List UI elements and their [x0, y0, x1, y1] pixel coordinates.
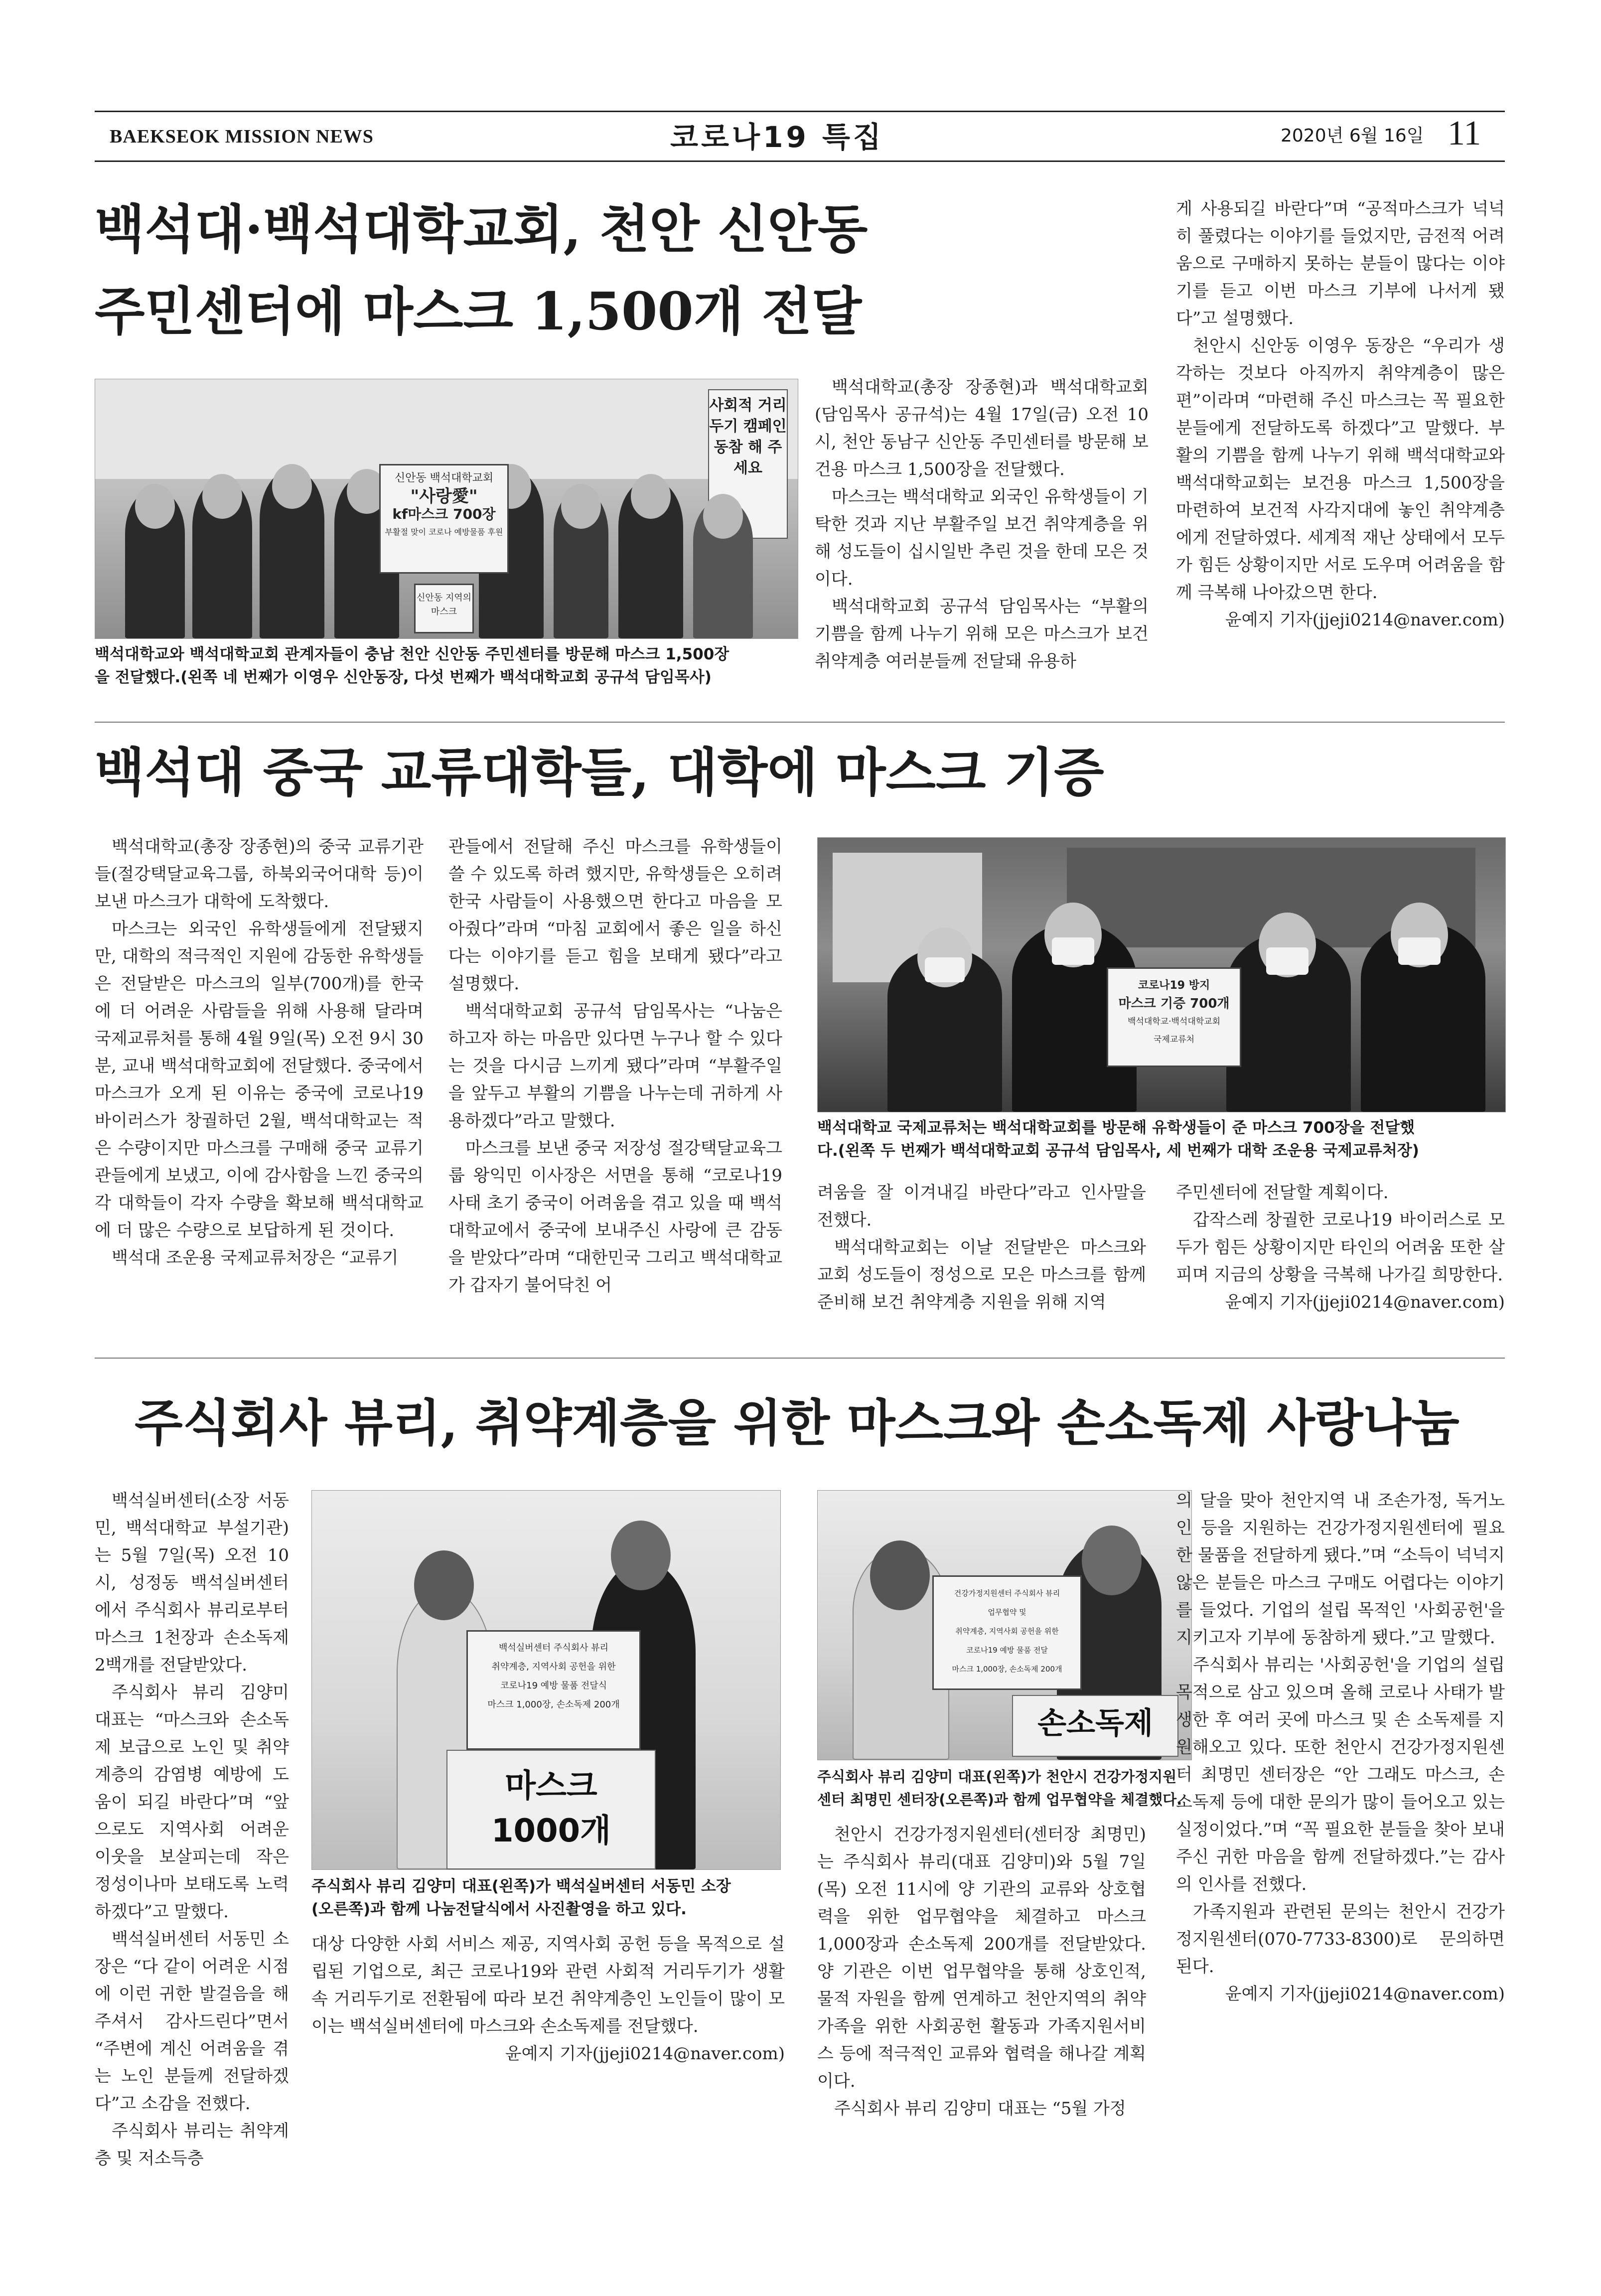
paper-name: BAEKSEOK MISSION NEWS: [110, 126, 374, 147]
article-2-para: 백석대학교(총장 장종현)의 중국 교류기관들(절강택달교육그룹, 하북외국어대학 등)이 보낸 마스크가 대학에 도착했다.: [95, 837, 424, 912]
donation-sign-line-3: 백석대학교·백석대학교회: [1127, 1017, 1221, 1027]
article-2-column-2: [448, 833, 782, 1299]
article-3-caption-1: [311, 1875, 790, 1921]
article-3-column-2: [311, 1931, 785, 2068]
article-1-caption: [95, 643, 802, 689]
article-3-para: 의 달을 맞아 천안지역 내 조손가정, 독거노인 등을 지원하는 건강가정지원센터에 필요한 물품을 전달하게 됐다.”며 “소득이 넉넉지 않은 분들은 마스크 구매도 어렵다는 이야기를 들었다. 기업의 설립 목적인 '사회공헌'을 지키고자 기부에 동참하게 됐다.”고 말했다.: [1176, 1491, 1505, 1648]
article-3-caption-2-line-2: 센터 최명민 센터장(오른쪽)과 함께 업무협약을 체결했다.: [817, 1791, 1182, 1808]
article-3-photo-1: [311, 1490, 781, 1870]
article-3-byline-2: 윤예지 기자(jjeji0214@naver.com): [1225, 1984, 1505, 2004]
person-3-head: [272, 464, 312, 509]
doc-line-4: 마스크 1,000장, 손소독제 200개: [487, 1699, 620, 1710]
doc-line-3: 취약계층, 지역사회 공헌을 위한: [955, 1627, 1059, 1636]
donation-sign: [1107, 967, 1241, 1067]
article-3-para: 천안시 건강가정지원센터(센터장 최명민)는 주식회사 뷰리(대표 김양미)와 5월 7일(목) 오전 11시에 양 기관의 교류와 상호협력을 위한 업무협약을 체결하고 마스크 1,000장과 손소독제 200개를 전달받았다. 양 기관은 이번 업무협약을 통해 상호인적, 물적 자원을 함께 연계하고 천안지역의 취약가족을 위한 사회공헌 활동과 가족지원서비스 등에 적극적인 교류와 협력을 해나갈 계획이다.: [817, 1825, 1146, 2091]
header-bottom-rule: [95, 160, 1505, 162]
person-1-head: [135, 484, 175, 529]
article-1-photo: [95, 379, 798, 639]
agreement-document: [932, 1575, 1082, 1690]
article-3-caption-2-line-1: 주식회사 뷰리 김양미 대표(왼쪽)가 천안시 건강가정지원: [817, 1768, 1177, 1785]
article-2-caption-line-2: 다.(왼쪽 두 번째가 백석대학교회 공규석 담임목사, 세 번째가 대학 조운용 국제교류처장): [817, 1142, 1419, 1160]
article-3-column-4: [1176, 1487, 1505, 2008]
donation-sign: [379, 464, 509, 574]
article-1-headline-line-1: 백석대·백석대학교회, 천안 신안동: [95, 198, 868, 260]
person-1-mask: [925, 957, 965, 982]
article-2-para: 백석대 조운용 국제교류처장은 “교류기: [112, 1248, 399, 1268]
doc-line-4: 코로나19 예방 물품 전달: [966, 1646, 1048, 1655]
person-2-mask: [1052, 937, 1094, 965]
article-2-column-3: [817, 1179, 1146, 1316]
article-1-headline-line-2: 주민센터에 마스크 1,500개 전달: [95, 281, 862, 342]
donation-sign-line-1: 신안동 백석대학교회: [394, 472, 494, 484]
person-7-head: [631, 474, 671, 519]
article-3-photo-2: [817, 1490, 1192, 1760]
article-1-para: 천안시 신안동 이영우 동장은 “우리가 생각하는 것보다 아직까지 취약계층이 많은 편”이라며 “마련해 주신 마스크는 꼭 필요한 분들에게 전달하도록 하겠다”고 말했다. 부활의 기쁨을 함께 나누기 위해 백석대학교와 백석대학교회는 보건용 마스크 1,500장을 마련하여 보건적 사각지대에 놓인 취약계층에게 전달하였다. 세계적 재난 상태에서 모두가 힘든 상황이지만 서로 도우며 어려움을 함께 극복해 나아갔으면 한다.: [1176, 336, 1505, 603]
article-2-para: 마스크는 외국인 유학생들에게 전달됐지만, 대학의 적극적인 지원에 감동한 유학생들은 전달받은 마스크의 일부(700개)를 한국에 더 어려운 사람들을 위해 사용해 달라며 국제교류처를 통해 4월 9일(목) 오전 9시 30분, 교내 백석대학교회에 전달했다. 중국에서 마스크가 오게 된 이유는 중국에 코로나19 바이러스가 창궐하던 2월, 백석대학교는 적은 수량이지만 마스크를 구매해 중국 교류기관들에게 보냈고, 이에 감사함을 느낀 중국의 각 대학들이 각자 수량을 확보해 백석대학교에 더 많은 수량으로 보답하게 된 것이다.: [95, 919, 424, 1240]
article-1-byline: 윤예지 기자(jjeji0214@naver.com): [1225, 610, 1505, 630]
campaign-banner: 사회적 거리두기 캠페인 동참 해 주세요: [708, 389, 788, 539]
person-2-head: [202, 474, 242, 519]
agreement-document: [466, 1630, 641, 1750]
article-3-caption-2: [817, 1765, 1216, 1811]
article-2-headline: 백석대 중국 교류대학들, 대학에 마스크 기증: [95, 742, 1104, 803]
section-title: 코로나19 특집: [670, 120, 884, 154]
donation-sign-line-1: 코로나19 방지: [1138, 979, 1210, 992]
doc-line-1: 백석실버센터 주식회사 뷰리: [498, 1643, 609, 1653]
person-8-head: [703, 494, 743, 539]
article-2-para: 주민센터에 전달할 계획이다.: [1176, 1183, 1389, 1203]
donation-sign-line-2: 마스크 기증 700개: [1118, 996, 1230, 1011]
article-3-para: 대상 다양한 사회 서비스 제공, 지역사회 공헌 등을 목적으로 설립된 기업으로, 최근 코로나19와 관련 사회적 거리두기가 생활 속 거리두기로 전환됨에 따라 보건 취약계층인 노인들이 많이 모이는 백석실버센터에 마스크와 손소독제를 전달했다.: [311, 1934, 785, 2036]
person-3-mask: [1266, 947, 1309, 975]
article-1-caption-line-1: 백석대학교와 백석대학교회 관계자들이 충남 천안 신안동 주민센터를 방문해 마스크 1,500장: [95, 645, 729, 663]
article-2-caption-line-1: 백석대학교 국제교류처는 백석대학교회를 방문해 유학생들이 준 마스크 700장을 전달했: [817, 1119, 1415, 1137]
article-1-para: 마스크는 백석대학교 외국인 유학생들이 기탁한 것과 지난 부활주일 보건 취약계층을 위해 성도들이 십시일반 추린 것을 한데 모은 것이다.: [815, 487, 1149, 589]
article-3-column-1: [95, 1487, 289, 2172]
doc-line-5: 마스크 1,000장, 손소독제 200개: [952, 1665, 1062, 1674]
doc-line-3: 코로나19 예방 물품 전달식: [500, 1681, 607, 1691]
doc-line-2: 취약계층, 지역사회 공헌을 위한: [491, 1662, 616, 1672]
mask-box: [446, 1750, 656, 1869]
article-3-para: 주식회사 뷰리 김양미 대표는 “마스크와 손소독제 보급으로 노인 및 취약계층의 감염병 예방에 도움이 되길 바란다”며 “앞으로도 지역사회 어려운 이웃을 보살피는데 작은 정성이나마 보태도록 노력하겠다”고 말했다.: [95, 1683, 289, 1922]
article-3-para: 백석실버센터 서동민 소장은 “다 같이 어려운 시점에 이런 귀한 발걸음을 해주셔서 감사드린다”면서 “주변에 계신 어려움을 겪는 노인 분들께 전달하겠다”고 소감을 전했다.: [95, 1929, 289, 2114]
donation-sign-line-3: kf마스크 700장: [392, 506, 496, 522]
article-2-para: 려움을 잘 이겨내길 바란다”라고 인사말을 전했다.: [817, 1183, 1146, 1230]
article-2-para: 마스크를 보낸 중국 저장성 절강택달교육그룹 왕익민 이사장은 서면을 통해 “코로나19 사태 초기 중국이 어려움을 겪고 있을 때 백석대학교에서 중국에 보내주신 사랑에 큰 감동을 받았다”라며 “대한민국 그리고 백석대학교가 갑자기 불어닥친 어: [448, 1138, 782, 1295]
article-3-para: 가족지원과 관련된 문의는 천안시 건강가정지원센터(070-7733-8300)로 문의하면 된다.: [1176, 1902, 1505, 1977]
article-3-caption-1-line-2: (오른쪽)과 함께 나눔전달식에서 사진촬영을 하고 있다.: [311, 1900, 687, 1918]
article-3-para: 백석실버센터(소장 서동민, 백석대학교 부설기관)는 5월 7일(목) 오전 10시, 성정동 백석실버센터에서 주식회사 뷰리로부터 마스크 1천장과 손소독제 2백개를 전달받았다.: [95, 1491, 289, 1675]
article-1-column-1: [815, 374, 1149, 675]
article-1-caption-line-2: 을 전달했다.(왼쪽 네 번째가 이영우 신안동장, 다섯 번째가 백석대학교회 공규석 담임목사): [95, 668, 712, 686]
article-3-caption-1-line-1: 주식회사 뷰리 김양미 대표(왼쪽)가 백석실버센터 서동민 소장: [311, 1877, 731, 1895]
sanitizer-sign: 손소독제: [1012, 1695, 1178, 1757]
mask-box-line-2: 1000개: [491, 1813, 611, 1849]
mask-box-line-1: 마스크: [505, 1768, 597, 1805]
article-3-para: 주식회사 뷰리는 취약계층 및 저소득층: [95, 2121, 289, 2168]
article-separator-2: [95, 1358, 1505, 1359]
mask-box-sign: 신안동 지역의 마스크: [414, 584, 474, 633]
article-3-headline: 주식회사 뷰리, 취약계층을 위한 마스크와 손소독제 사랑나눔: [135, 1393, 1459, 1452]
donation-sign-line-2: "사랑愛": [410, 486, 478, 506]
article-2-para: 관들에서 전달해 주신 마스크를 유학생들이 쓸 수 있도록 하려 했지만, 유학생들은 오히려 한국 사람들이 사용했으면 한다고 마음을 모아줬다”라며 “마침 교회에서 좋은 일을 하신다는 이야기를 듣고 힘을 보태게 됐다”라고 설명했다.: [448, 837, 782, 994]
person-4-mask: [1398, 937, 1441, 965]
article-separator-1: [95, 722, 1505, 723]
article-2-caption: [817, 1116, 1515, 1162]
article-1-para: 게 사용되길 바란다”며 “공적마스크가 넉넉히 풀렸다는 이야기를 들었지만, 금전적 어려움으로 구매하지 못하는 분들이 많다는 이야기를 듣고 이번 마스크 기부에 나서게 됐다”고 설명했다.: [1176, 199, 1505, 328]
article-2-column-1: [95, 833, 424, 1272]
article-2-para: 갑작스레 창궐한 코로나19 바이러스로 모두가 힘든 상황이지만 타인의 어려움 또한 살피며 지금의 상황을 극복해 나가길 희망한다.: [1176, 1210, 1505, 1285]
article-3-para: 주식회사 뷰리 김양미 대표는 “5월 가정: [834, 2099, 1126, 2119]
person-left-head: [414, 1550, 474, 1620]
person-right-head: [611, 1521, 671, 1590]
article-3-column-3: [817, 1821, 1146, 2123]
article-2-para: 백석대학교회는 이날 전달받은 마스크와 교회 성도들이 정성으로 모은 마스크를 함께 준비해 보건 취약계층 지원을 위해 지역: [817, 1237, 1146, 1312]
person-left-head: [870, 1540, 930, 1610]
person-6-head: [561, 484, 601, 529]
donation-sign-line-4: 부활절 맞이 코로나 예방물품 후원: [385, 527, 503, 537]
person-right-head: [1082, 1526, 1142, 1595]
article-3-byline-1: 윤예지 기자(jjeji0214@naver.com): [505, 2044, 785, 2064]
article-2-photo: [817, 837, 1506, 1112]
article-2-column-4: [1176, 1179, 1505, 1316]
doc-line-2: 업무협약 및: [988, 1608, 1026, 1617]
donation-sign-line-4: 국제교류처: [1153, 1035, 1195, 1045]
doc-line-1: 건강가정지원센터 주식회사 뷰리: [954, 1589, 1060, 1598]
header-top-rule: [95, 111, 1505, 112]
page-number: 11: [1448, 114, 1481, 153]
article-1-para: 백석대학교(총장 장종현)과 백석대학교회(담임목사 공규석)는 4월 17일(금) 오전 10시, 천안 동남구 신안동 주민센터를 방문해 보건용 마스크 1,500장을 전달했다.: [815, 377, 1149, 479]
article-3-para: 주식회사 뷰리는 '사회공헌'을 기업의 설립 목적으로 삼고 있으며 올해 코로나 사태가 발생한 후 여러 곳에 마스크 및 손 소독제를 지원해오고 있다. 또한 천안시 건강가정지원센터 최명민 센터장은 “안 그래도 마스크, 손 소독제 등에 대한 문의가 많이 들어오고 있는 실정이었다.”며 “꼭 필요한 분들을 찾아 보내주신 귀한 마음을 함께 전달하겠다.”는 감사의 인사를 전했다.: [1176, 1655, 1505, 1894]
article-1-column-2: [1176, 195, 1505, 634]
article-2-para: 백석대학교회 공규석 담임목사는 “나눔은 하고자 하는 마음만 있다면 누구나 할 수 있다는 것을 다시금 느끼게 됐다”라며 “부활주일을 앞두고 부활의 기쁨을 나누는데 귀하게 사용하겠다”라고 말했다.: [448, 1001, 782, 1131]
article-1-para: 백석대학교회 공규석 담임목사는 “부활의 기쁨을 함께 나누기 위해 모은 마스크가 보건 취약계층 여러분들께 전달돼 유용하: [815, 597, 1149, 671]
issue-date: 2020년 6월 16일: [1281, 126, 1424, 146]
article-2-byline: 윤예지 기자(jjeji0214@naver.com): [1225, 1292, 1505, 1312]
